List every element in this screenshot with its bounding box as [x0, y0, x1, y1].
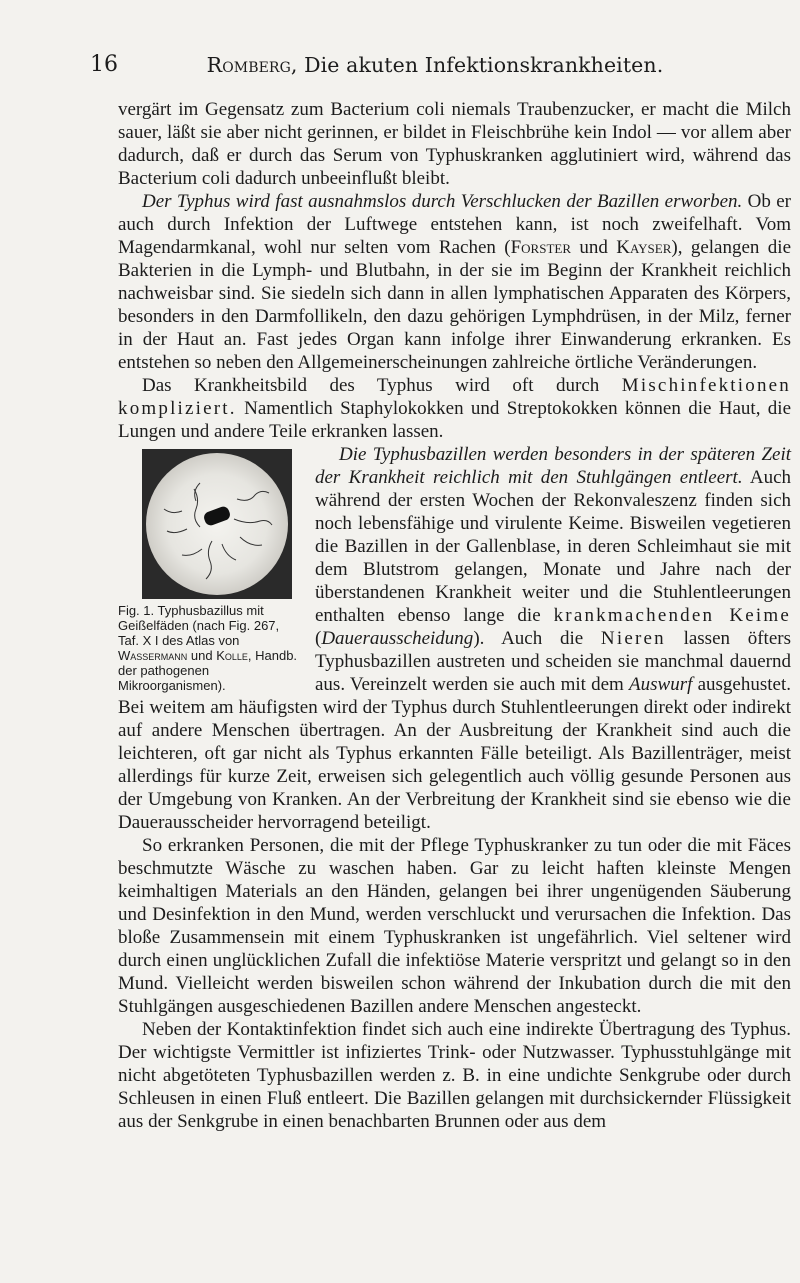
paragraph-2: Der Typhus wird fast ausnahmslos durch Verschlucken der Bazillen erworben. Ob er auch durch Infektion der Luftwege entstehen kann, ist noch zweifelhaft. Vom Magendarmkanal, wohl nur selten vom Rachen (Forster und Kayser), gelangen die Bakterien in die Lymph- und Blutbahn, in der sie im Beginn der Krankheit reichlich nachweisbar sind. Sie siedeln sich dann in allen lymphatischen Apparaten des Körpers, besonders in den Darmfollikeln, den dazu gehörigen Lymphdrüsen, in der Milz, ferner in der Haut an. Fast jedes Organ kann infolge ihrer Einwanderung erkranken. Es entstehen so neben den Allgemeinerscheinungen zahlreiche örtliche Veränderungen.	[118, 191, 791, 373]
microscope-bacillus-image	[142, 449, 292, 599]
author-kayser: Kayser	[616, 237, 672, 258]
author-wassermann: Wassermann	[118, 648, 188, 663]
author-kolle: Kolle	[216, 648, 248, 663]
paragraph-1: vergärt im Gegensatz zum Bacterium coli niemals Traubenzucker, er macht die Milch sauer, läßt sie aber nicht gerinnen, er bildet in Fleischbrühe kein Indol — vor allem aber dadurch, daß er durch das Serum von Typhuskranken agglutiniert wird, während das Bacterium coli dadurch unbeeinflußt bleibt.	[118, 99, 791, 189]
paragraph-5: So erkranken Personen, die mit der Pflege Typhuskranker zu tun oder die mit Fäces beschmutzte Wäsche zu waschen haben. Gar zu leicht haften kleinste Mengen keimhaltigen Materials an den Händen, gelangen bei ihrer ungenügenden Säuberung und Desinfektion in den Mund, werden verschluckt und verursachen die Infektion. Das bloße Zusammensein mit einem Typhuskranken ist ungefährlich. Viel seltener wird durch einen unglücklichen Zufall die infektiöse Materie verspritzt und gelangt so in den Mund. Vielleicht werden bisweilen schon während der Inkubation durch die mit den Stuhlgängen ausgeschiedenen Bazillen andere Menschen angesteckt.	[118, 835, 791, 1017]
title-rest: , Die akuten Infektionskrankheiten.	[290, 53, 664, 77]
paragraph-3: Das Krankheitsbild des Typhus wird oft durch Mischinfektionen kompliziert. Namentlich Staphylokokken und Streptokokken können die Haut, die Lungen und andere Teile erkranken lassen.	[118, 375, 791, 442]
spaced-emphasis: Mischinfektionen kompliziert.	[118, 375, 791, 419]
author-forster: Forster	[510, 237, 572, 258]
paragraph-4: Fig. 1. Typhusbazillus mit Geißelfäden (nach Fig. 267, Taf. X I des Atlas von Wassermann und Kolle, Handb. der pathogenen Mikroorganismen). Die Typhusbazillen werden besonders in der späteren Zeit der Krankheit reichlich mit den Stuhlgängen entleert. Auch während der ersten Wochen der Rekonvaleszenz finden sich noch lebensfähige und virulente Keime. Bisweilen vegetieren die Bazillen in der Gallenblase, in deren Schleimhaut sie mit dem Blutstrom gelangen, Monate und Jahre nach der überstandenen Krankheit weiter und die Stuhlentleerungen enthalten ebenso lange die krankmachenden Keime (Dauerausscheidung). Auch die Nieren lassen öfters Typhusbazillen austreten und scheiden sie manchmal dauernd aus. Vereinzelt werden sie auch mit dem Auswurf ausgehustet. Bei weitem am häufigsten wird der Typhus durch Stuhlentleerungen direkt oder indirekt auf andere Menschen übertragen. An der Ausbreitung der Krankheit sind auch die leichteren, oft gar nicht als Typhus erkannten Fälle beteiligt. Als Bazillenträger, meist allerdings für kurze Zeit, erweisen sich gelegentlich auch völlig gesunde Personen aus der Umgebung von Kranken. An der Verbreitung der Krankheit sind sie ebenso wie die Dauerausscheider hervorragend beteiligt.	[118, 444, 792, 833]
running-header	[90, 52, 780, 82]
running-title	[90, 53, 780, 77]
emphasis-text: Der Typhus wird fast ausnahmslos durch Verschlucken der Bazillen erworben.	[142, 191, 743, 212]
figure-caption: Fig. 1. Typhusbazillus mit Geißelfäden (nach Fig. 267, Taf. X I des Atlas von Wassermann und Kolle, Handb. der pathogenen Mikroorganismen).	[118, 603, 298, 693]
figure-1	[118, 449, 303, 693]
author-name: Romberg	[206, 53, 291, 77]
page-body	[118, 98, 791, 1133]
page-number: 16	[90, 52, 118, 77]
paragraph-6: Neben der Kontaktinfektion findet sich auch eine indirekte Übertragung des Typhus. Der wichtigste Vermittler ist infiziertes Trink- oder Nutzwasser. Typhusstuhlgänge mit nicht abgetöteten Typhusbazillen werden z. B. in eine undichte Senkgrube oder durch Schleusen in einen Fluß entleert. Die Bazillen gelangen mit durchsickernder Flüssigkeit aus der Senkgrube in einen benachbarten Brunnen oder aus dem	[118, 1019, 791, 1132]
